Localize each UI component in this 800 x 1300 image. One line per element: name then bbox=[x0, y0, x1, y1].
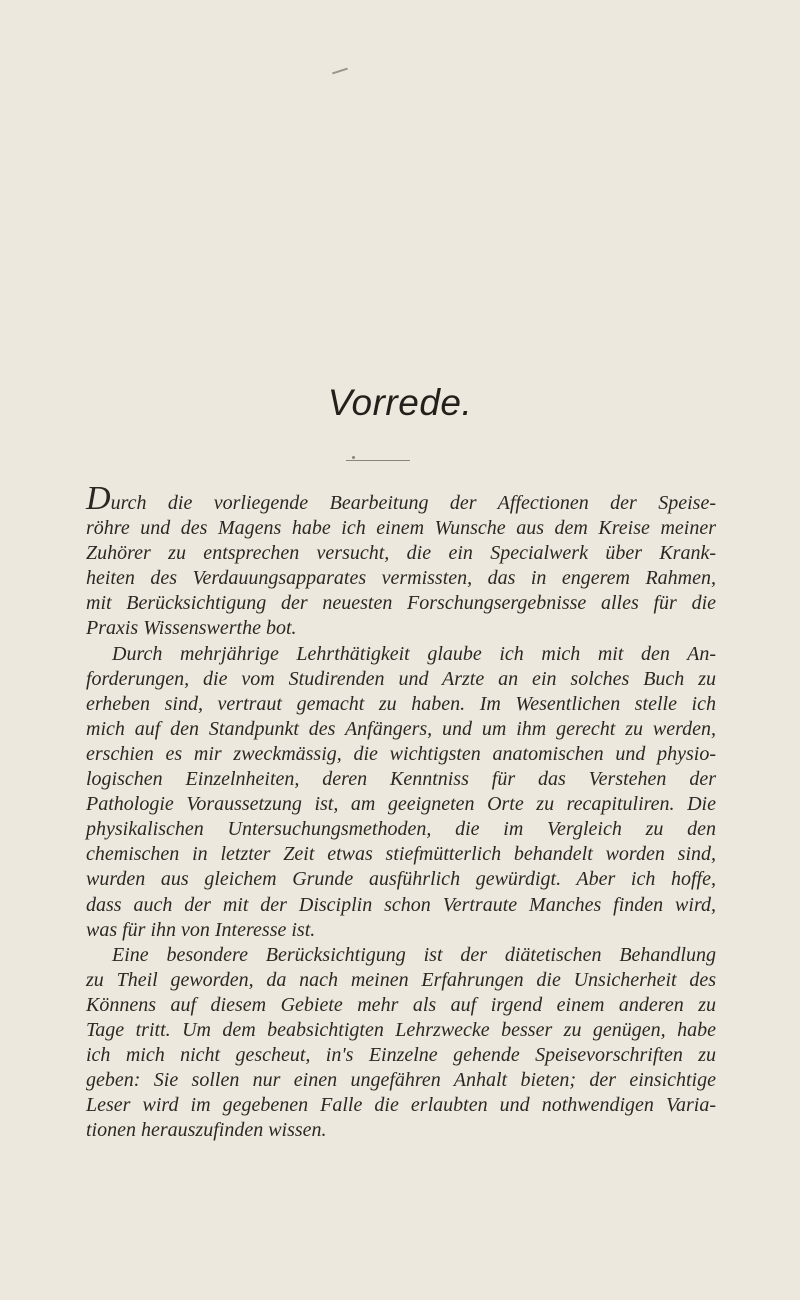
text-line: logischen Einzelnheiten, deren Kenntniss für das Verstehen der bbox=[86, 768, 716, 791]
heading-divider bbox=[346, 460, 410, 461]
text-line: Eine besondere Berücksichtigung ist der diätetischen Behandlung bbox=[112, 943, 716, 966]
text-line: forderungen, die vom Studirenden und Arzte an ein solches Buch zu bbox=[86, 667, 716, 690]
text-line: ich mich nicht gescheut, in's Einzelne gehende Speisevorschriften zu bbox=[86, 1044, 716, 1067]
text-line: erheben sind, vertraut gemacht zu haben. Im Wesentlichen stelle ich bbox=[86, 692, 716, 715]
text-line: zu Theil geworden, da nach meinen Erfahrungen die Unsicherheit des bbox=[86, 968, 716, 991]
preface-heading: Vorrede. bbox=[327, 382, 473, 423]
divider-dot bbox=[352, 456, 355, 459]
text-line: Zuhörer zu entsprechen versucht, die ein Specialwerk über Krank- bbox=[86, 542, 716, 565]
text-line: Könnens auf diesem Gebiete mehr als auf irgend einem anderen zu bbox=[86, 993, 716, 1016]
text-line: Pathologie Voraussetzung ist, am geeigneten Orte zu recapituliren. Die bbox=[86, 793, 716, 816]
text-line: mich auf den Standpunkt des Anfängers, und um ihm gerecht zu werden, bbox=[86, 717, 716, 740]
text-line: erschien es mir zweckmässig, die wichtigsten anatomischen und physio- bbox=[86, 742, 716, 765]
page-mark bbox=[332, 68, 348, 75]
text-line: Durch mehrjährige Lehrthätigkeit glaube ich mich mit den An- bbox=[112, 642, 716, 665]
text-line: tionen herauszufinden wissen. bbox=[86, 1119, 327, 1142]
text-line: Durch die vorliegende Bearbeitung der Affectionen der Speise- bbox=[86, 480, 716, 517]
text-line: mit Berücksichtigung der neuesten Forschungsergebnisse alles für die bbox=[86, 592, 716, 615]
text-line: Tage tritt. Um dem beabsichtigten Lehrzwecke besser zu genügen, habe bbox=[86, 1018, 716, 1041]
text-line: Leser wird im gegebenen Falle die erlaubten und nothwendigen Varia- bbox=[86, 1094, 716, 1117]
preface-text bbox=[86, 480, 716, 1143]
drop-cap: D bbox=[86, 480, 111, 517]
text-line: heiten des Verdauungsapparates vermissten, das in engerem Rahmen, bbox=[86, 567, 716, 590]
text-line: röhre und des Magens habe ich einem Wunsche aus dem Kreise meiner bbox=[86, 517, 716, 540]
text-line: physikalischen Untersuchungsmethoden, die im Vergleich zu den bbox=[86, 818, 716, 841]
text-line: was für ihn von Interesse ist. bbox=[86, 918, 316, 941]
text-line: dass auch der mit der Disciplin schon Vertraute Manches finden wird, bbox=[86, 893, 716, 916]
text-line: Praxis Wissenswerthe bot. bbox=[86, 617, 297, 640]
text-line: geben: Sie sollen nur einen ungefähren Anhalt bieten; der einsichtige bbox=[86, 1069, 716, 1092]
text-line: chemischen in letzter Zeit etwas stiefmütterlich behandelt worden sind, bbox=[86, 843, 716, 866]
text-line: wurden aus gleichem Grunde ausführlich gewürdigt. Aber ich hoffe, bbox=[86, 868, 716, 891]
